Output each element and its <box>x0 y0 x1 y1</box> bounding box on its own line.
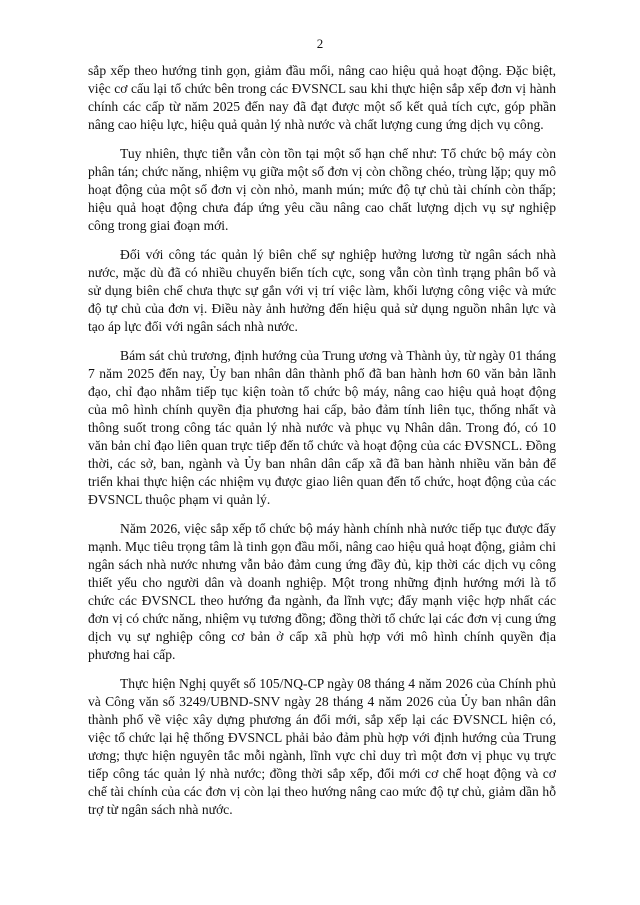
paragraph-city-directives: Bám sát chủ trương, định hướng của Trung ương và Thành ủy, từ ngày 01 tháng 7 năm 2025 đến nay, Ủy ban nhân dân thành phố đã ban hành hơn 60 văn bản lãnh đạo, chỉ đạo nhằm tiếp tục kiện toàn tổ chức bộ máy, nâng cao hiệu quả hoạt động của mô hình chính quyền địa phương hai cấp, bảo đảm tính liên tục, thống nhất và thông suốt trong công tác quản lý nhà nước và phục vụ Nhân dân. Trong đó, có 10 văn bản chỉ đạo liên quan trực tiếp đến tổ chức và hoạt động của các ĐVSNCL. Đồng thời, các sở, ban, ngành và Ủy ban nhân dân cấp xã đã ban hành nhiều văn bản để triển khai thực hiện các nhiệm vụ được giao liên quan đến tổ chức, hoạt động của các ĐVSNCL thuộc phạm vi quản lý. <box>88 348 556 507</box>
paragraph-year-2026: Năm 2026, việc sắp xếp tổ chức bộ máy hành chính nhà nước tiếp tục được đẩy mạnh. Mục tiêu trọng tâm là tinh gọn đầu mối, nâng cao hiệu quả hoạt động, giảm chi ngân sách nhà nước nhưng vẫn bảo đảm cung ứng đầy đủ, kịp thời các dịch vụ công thiết yếu cho người dân và doanh nghiệp. Một trong những định hướng mới là tổ chức các ĐVSNCL theo hướng đa ngành, đa lĩnh vực; đẩy mạnh việc hợp nhất các đơn vị có chức năng, nhiệm vụ tương đồng; đồng thời tổ chức lại các đơn vị cung ứng dịch vụ sự nghiệp công cơ bản ở cấp xã phù hợp với mô hình chính quyền địa phương hai cấp. <box>88 521 556 662</box>
paragraph-resolution-implementation: Thực hiện Nghị quyết số 105/NQ-CP ngày 08 tháng 4 năm 2026 của Chính phủ và Công văn số 3249/UBND-SNV ngày 28 tháng 4 năm 2026 của Ủy ban nhân dân thành phố về việc xây dựng phương án đổi mới, sắp xếp lại các ĐVSNCL hiện có, việc tổ chức lại hệ thống ĐVSNCL phải bảo đảm phù hợp với định hướng của Trung ương; thực hiện nguyên tắc mỗi ngành, lĩnh vực chỉ duy trì một đơn vị phục vụ trực tiếp công tác quản lý nhà nước; đồng thời sắp xếp, đổi mới cơ chế hoạt động và cơ chế tài chính của các đơn vị còn lại theo hướng nâng cao mức độ tự chủ, giảm dần hỗ trợ từ ngân sách nhà nước. <box>88 676 556 817</box>
paragraph-staffing-management: Đối với công tác quản lý biên chế sự nghiệp hưởng lương từ ngân sách nhà nước, mặc dù đã có nhiều chuyển biến tích cực, song vẫn còn tình trạng phân bổ và sử dụng biên chế chưa thực sự gắn với vị trí việc làm, khối lượng công việc và mức độ tự chủ của đơn vị. Điều này ảnh hưởng đến hiệu quả sử dụng nguồn nhân lực và tạo áp lực đối với ngân sách nhà nước. <box>88 247 556 334</box>
page-number: 2 <box>316 36 324 51</box>
paragraph-limitations: Tuy nhiên, thực tiễn vẫn còn tồn tại một số hạn chế như: Tổ chức bộ máy còn phân tán; chức năng, nhiệm vụ giữa một số đơn vị còn chồng chéo, trùng lặp; quy mô hoạt động của một số đơn vị còn nhỏ, manh mún; mức độ tự chủ tài chính còn thấp; hiệu quả hoạt động chưa đáp ứng yêu cầu nâng cao chất lượng dịch vụ sự nghiệp công trong giai đoạn mới. <box>88 146 556 233</box>
document-body <box>88 62 556 830</box>
paragraph-continuation: sắp xếp theo hướng tinh gọn, giảm đầu mối, nâng cao hiệu quả hoạt động. Đặc biệt, việc cơ cấu lại tổ chức bên trong các ĐVSNCL sau khi thực hiện sắp xếp đơn vị hành chính các cấp từ năm 2025 đến nay đã đạt được một số kết quả tích cực, góp phần nâng cao hiệu lực, hiệu quả quản lý nhà nước và chất lượng cung ứng dịch vụ công. <box>88 63 556 132</box>
